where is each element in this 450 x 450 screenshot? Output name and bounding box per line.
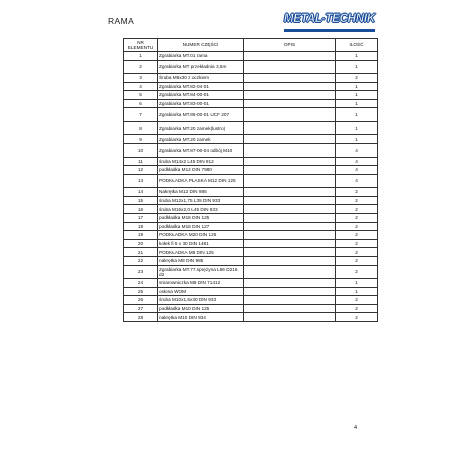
cell-desc (244, 108, 336, 122)
logo-underline (284, 29, 375, 32)
cell-qty: 1 (336, 108, 378, 122)
cell-part: Zgrabiarka MT przekładnia 3,5m (158, 60, 244, 74)
cell-part: Zgrabiarka MT.84-00-01 (158, 91, 244, 100)
cell-nr: 24 (124, 279, 158, 288)
page-header (93, 10, 375, 32)
cell-qty: 1 (336, 52, 378, 61)
cell-desc (244, 144, 336, 158)
cell-nr: 18 (124, 222, 158, 231)
cell-desc (244, 135, 336, 144)
table-row (124, 205, 378, 214)
cell-part: śruba M16x2,0 L45 DIN 933 (158, 205, 244, 214)
cell-nr: 22 (124, 257, 158, 266)
cell-nr: 20 (124, 239, 158, 248)
cell-part: śruba M12x1,75 L35 DIN 933 (158, 196, 244, 205)
cell-qty: 2 (336, 313, 378, 322)
cell-nr: 12 (124, 166, 158, 175)
cell-nr: 2 (124, 60, 158, 74)
table-row (124, 296, 378, 305)
cell-nr: 13 (124, 174, 158, 188)
table-row (124, 196, 378, 205)
cell-qty: 1 (336, 60, 378, 74)
cell-part: śruba M14x2 L45 DIN 912 (158, 157, 244, 166)
cell-part: podkładka M14 DIN 7980 (158, 166, 244, 175)
cell-part: podkładka M16 DIN 127 (158, 222, 244, 231)
cell-part: Nakrętka M12 DIN 985 (158, 188, 244, 197)
table-row (124, 188, 378, 197)
cell-desc (244, 52, 336, 61)
cell-qty: 1 (336, 279, 378, 288)
cell-nr: 14 (124, 188, 158, 197)
cell-part: Śruba M8x30 z oczkiem (158, 74, 244, 83)
cell-nr: 26 (124, 296, 158, 305)
section-title: RAMA (108, 16, 135, 26)
cell-desc (244, 60, 336, 74)
cell-part: Zgrabiarka MT.83-00-01 (158, 99, 244, 108)
table-row (124, 313, 378, 322)
cell-nr: 11 (124, 157, 158, 166)
table-row (124, 108, 378, 122)
parts-table-body (124, 52, 378, 322)
cell-part: smarowniczka M8 DIN 71412 (158, 279, 244, 288)
cell-qty: 2 (336, 265, 378, 279)
cell-qty: 1 (336, 287, 378, 296)
cell-desc (244, 174, 336, 188)
cell-desc (244, 74, 336, 83)
cell-nr: 3 (124, 74, 158, 83)
cell-qty: 2 (336, 196, 378, 205)
cell-qty: 2 (336, 296, 378, 305)
cell-qty: 2 (336, 239, 378, 248)
cell-qty: 2 (336, 231, 378, 240)
cell-desc (244, 121, 336, 135)
cell-nr: 7 (124, 108, 158, 122)
table-row (124, 265, 378, 279)
cell-nr: 28 (124, 313, 158, 322)
cell-qty: 1 (336, 82, 378, 91)
table-row (124, 74, 378, 83)
cell-desc (244, 265, 336, 279)
table-row (124, 157, 378, 166)
cell-nr: 8 (124, 121, 158, 135)
cell-desc (244, 166, 336, 175)
cell-desc (244, 248, 336, 257)
cell-part: PODKŁADKA M8 DIN 125 (158, 248, 244, 257)
cell-nr: 6 (124, 99, 158, 108)
table-row (124, 166, 378, 175)
table-row (124, 239, 378, 248)
cell-desc (244, 99, 336, 108)
cell-nr: 27 (124, 304, 158, 313)
cell-qty: 4 (336, 157, 378, 166)
cell-nr: 4 (124, 82, 158, 91)
cell-qty: 2 (336, 74, 378, 83)
cell-part: Zgrabiarka MT.77.sprężyna L56 D216 d2 (158, 265, 244, 279)
cell-nr: 19 (124, 231, 158, 240)
cell-qty: 1 (336, 91, 378, 100)
cell-part: podkładka M10 DIN 125 (158, 304, 244, 313)
cell-desc (244, 313, 336, 322)
cell-desc (244, 188, 336, 197)
column-header-desc: OPIS (244, 39, 336, 52)
cell-part: Zgrabiarka MT.87-00-04 odbój M10 (158, 144, 244, 158)
cell-nr: 21 (124, 248, 158, 257)
table-row (124, 82, 378, 91)
table-row (124, 135, 378, 144)
cell-desc (244, 304, 336, 313)
table-row (124, 304, 378, 313)
column-header-part: NUMER CZĘŚCI (158, 39, 244, 52)
cell-part: Zgrabiarka MT.20 zamek (158, 135, 244, 144)
cell-part: PODKŁADKA PŁASKA M12 DIN 125 (158, 174, 244, 188)
table-row (124, 144, 378, 158)
cell-desc (244, 157, 336, 166)
cell-qty: 4 (336, 144, 378, 158)
cell-desc (244, 91, 336, 100)
page-number: 4 (353, 425, 357, 431)
cell-qty: 2 (336, 248, 378, 257)
cell-desc (244, 296, 336, 305)
cell-part: Zgrabiarka MT.82-04-01 (158, 82, 244, 91)
cell-desc (244, 279, 336, 288)
cell-desc (244, 205, 336, 214)
cell-part: śruba M10x1,5x30 DIN 933 (158, 296, 244, 305)
table-row (124, 60, 378, 74)
cell-part: kołek fi 5 x 30 DIN 1481 (158, 239, 244, 248)
column-header-qty: ILOŚĆ (336, 39, 378, 52)
cell-desc (244, 214, 336, 223)
cell-part: nakrętka M8 DIN 985 (158, 257, 244, 266)
table-row (124, 52, 378, 61)
cell-nr: 9 (124, 135, 158, 144)
cell-desc (244, 196, 336, 205)
cell-nr: 23 (124, 265, 158, 279)
cell-nr: 5 (124, 91, 158, 100)
table-row (124, 222, 378, 231)
cell-part: Zgrabiarka MT.20 zamek(lustro) (158, 121, 244, 135)
cell-nr: 10 (124, 144, 158, 158)
column-header-nr: NR ELEMENTU (124, 39, 158, 52)
cell-desc (244, 287, 336, 296)
table-row (124, 248, 378, 257)
cell-part: Zgrabiarka MT.85-00-01 UCF 207 (158, 108, 244, 122)
cell-qty: 2 (336, 304, 378, 313)
table-row (124, 99, 378, 108)
cell-qty: 2 (336, 188, 378, 197)
cell-desc (244, 239, 336, 248)
table-row (124, 231, 378, 240)
table-row (124, 257, 378, 266)
brand-logo (284, 10, 375, 32)
table-row (124, 287, 378, 296)
table-row (124, 174, 378, 188)
cell-qty: 2 (336, 214, 378, 223)
cell-qty: 2 (336, 257, 378, 266)
cell-desc (244, 82, 336, 91)
cell-nr: 16 (124, 205, 158, 214)
cell-desc (244, 222, 336, 231)
cell-qty: 1 (336, 135, 378, 144)
table-header-row (124, 39, 378, 52)
logo-wrap (284, 11, 375, 32)
cell-nr: 25 (124, 287, 158, 296)
cell-qty: 2 (336, 205, 378, 214)
cell-desc (244, 231, 336, 240)
cell-part: podkładka M16 DIN 125 (158, 214, 244, 223)
document-page (93, 0, 375, 450)
table-row (124, 91, 378, 100)
table-row (124, 214, 378, 223)
logo-text: METAL-TECHNIK (283, 13, 375, 25)
table-row (124, 121, 378, 135)
cell-part: Zgrabiarka MT.01 rama (158, 52, 244, 61)
table-row (124, 279, 378, 288)
cell-qty: 1 (336, 99, 378, 108)
cell-qty: 2 (336, 222, 378, 231)
cell-qty: 4 (336, 174, 378, 188)
cell-nr: 1 (124, 52, 158, 61)
cell-desc (244, 257, 336, 266)
cell-qty: 4 (336, 166, 378, 175)
cell-qty: 1 (336, 121, 378, 135)
cell-part: nakrętka M10 DIN 934 (158, 313, 244, 322)
cell-nr: 15 (124, 196, 158, 205)
cell-part: PODKŁADKA M20 DIN 125 (158, 231, 244, 240)
cell-nr: 17 (124, 214, 158, 223)
cell-part: osłona WOM (158, 287, 244, 296)
parts-table (123, 38, 378, 322)
